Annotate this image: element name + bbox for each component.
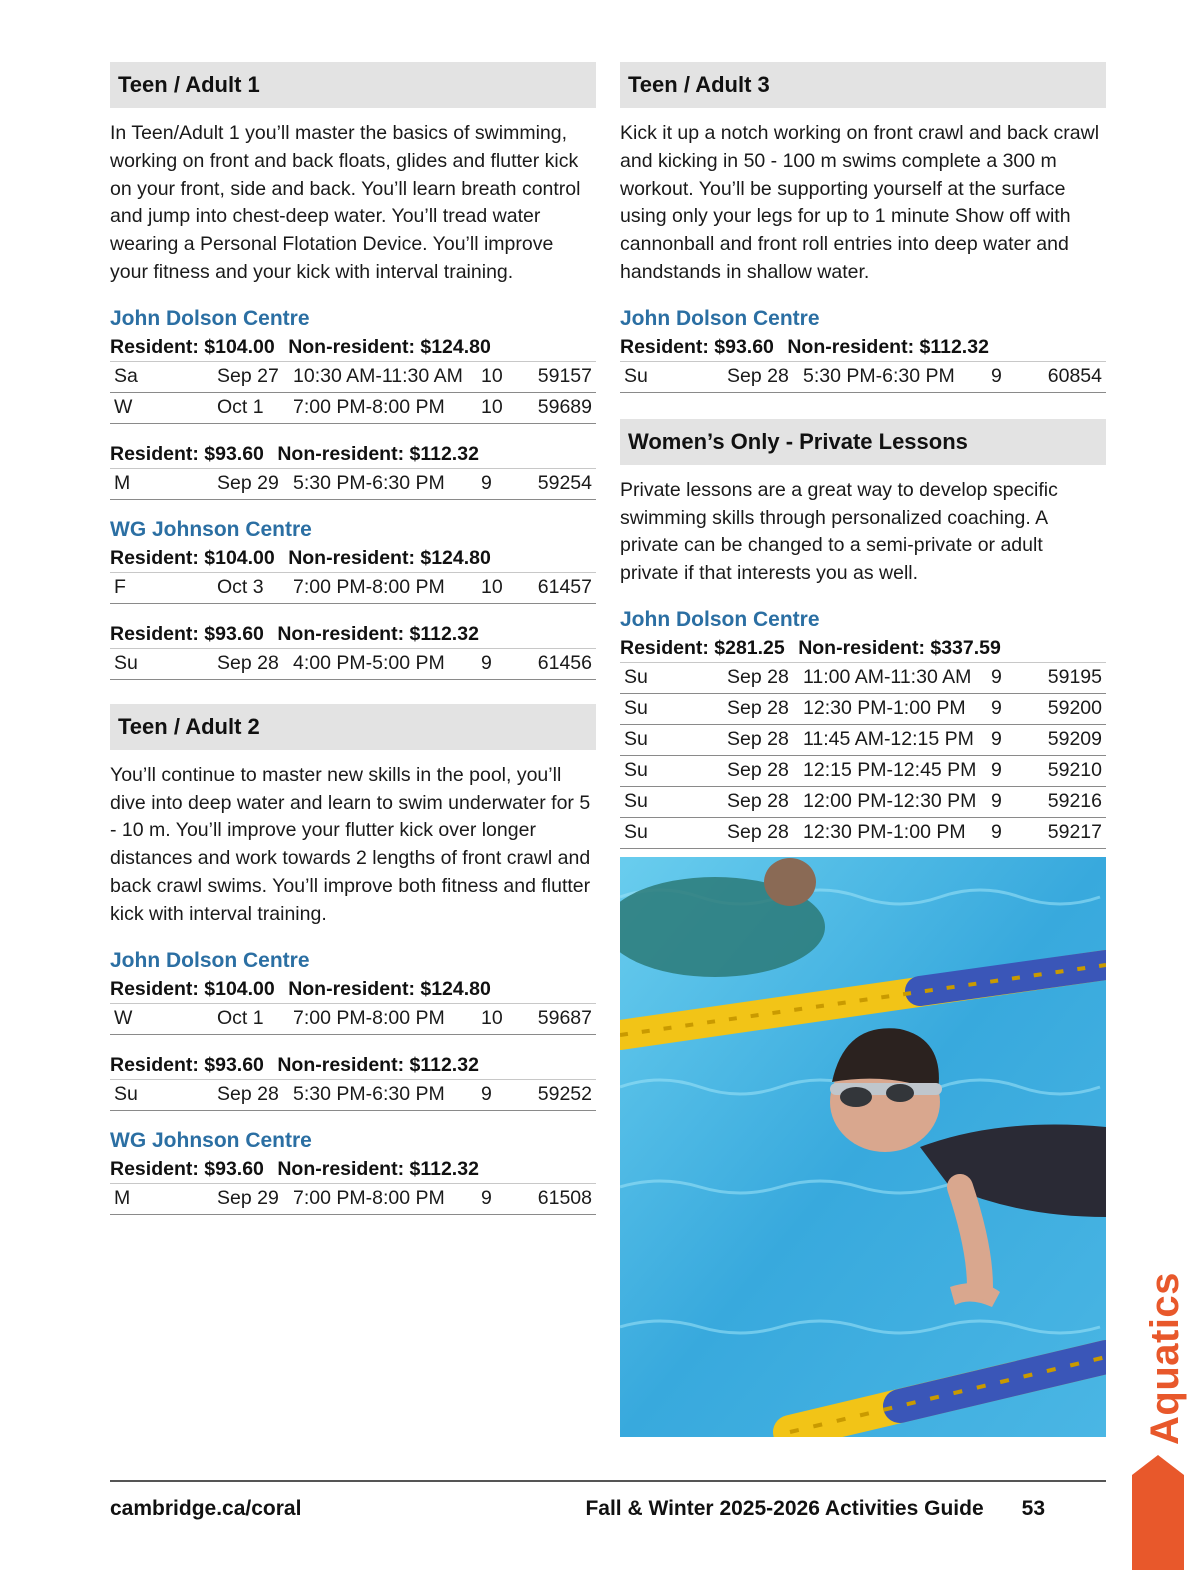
sessions-cell: 9 [477,468,525,499]
time-cell: 12:30 PM-1:00 PM [799,693,987,724]
day-cell: Su [110,1079,213,1110]
non-resident-price: Non-resident: $112.32 [277,622,479,645]
venue-name: John Dolson Centre [110,306,310,330]
schedule-table [110,468,596,500]
time-cell: 4:00 PM-5:00 PM [289,648,477,679]
sessions-cell: 9 [987,361,1035,392]
section-description: Private lessons are a great way to develop specific swimming skills through personalized coaching. A private can be changed to a semi-private or adult private if that interests you as well. [620,478,1058,585]
table-row[interactable] [620,724,1106,755]
schedule-table [110,1079,596,1111]
section-heading: Teen / Adult 1 [110,62,596,108]
date-cell: Sep 28 [723,755,799,786]
price-line [110,620,596,648]
time-cell: 5:30 PM-6:30 PM [289,468,477,499]
sessions-cell: 10 [477,361,525,392]
section-heading: Women’s Only - Private Lessons [620,419,1106,465]
time-cell: 7:00 PM-8:00 PM [289,572,477,603]
time-cell: 12:15 PM-12:45 PM [799,755,987,786]
venue-name: John Dolson Centre [110,948,310,972]
venue-name: John Dolson Centre [620,306,820,330]
time-cell: 5:30 PM-6:30 PM [799,361,987,392]
venue-name: WG Johnson Centre [110,1128,312,1152]
date-cell: Oct 1 [213,1003,289,1034]
date-cell: Sep 28 [723,786,799,817]
day-cell: Su [110,648,213,679]
page-number: 53 [1021,1497,1045,1520]
date-cell: Sep 29 [213,1183,289,1214]
table-row[interactable] [620,662,1106,693]
price-line [110,440,596,468]
table-row[interactable] [110,392,596,423]
section-description: In Teen/Adult 1 you’ll master the basics of swimming, working on front and back floats, glides and flutter kick on your front, side and back. You’ll learn breath control and jump into chest-deep water. You’ll tread water wearing a Personal Flotation Device. You’ll improve your fitness and your kick with interval training. [110,122,581,283]
day-cell: Sa [110,361,213,392]
course-code-cell: 61457 [525,572,596,603]
section-description: Kick it up a notch working on front crawl and back crawl and kicking in 50 - 100 m swims complete a 300 m workout. You’ll be supporting yourself at the surface using only your legs for up to 1 minute Show off with cannonball and front roll entries into deep water and handstands in shallow water. [620,122,1100,283]
date-cell: Sep 28 [213,648,289,679]
swimmer-photo [620,857,1106,1437]
teen-adult-1-section [110,62,596,680]
sessions-cell: 9 [987,755,1035,786]
non-resident-price: Non-resident: $112.32 [787,335,989,358]
table-row[interactable] [110,361,596,392]
course-code-cell: 59252 [525,1079,596,1110]
sessions-cell: 9 [987,693,1035,724]
non-resident-price: Non-resident: $112.32 [277,1053,479,1076]
non-resident-price: Non-resident: $124.80 [288,546,491,569]
date-cell: Sep 29 [213,468,289,499]
resident-price: Resident: $93.60 [110,442,264,465]
resident-price: Resident: $93.60 [110,1157,264,1180]
price-line [620,333,1106,361]
resident-price: Resident: $104.00 [110,335,275,358]
table-row[interactable] [620,817,1106,848]
day-cell: W [110,1003,213,1034]
sessions-cell: 9 [477,1183,525,1214]
day-cell: M [110,468,213,499]
date-cell: Sep 28 [723,662,799,693]
venue-name: John Dolson Centre [620,607,820,631]
resident-price: Resident: $93.60 [110,622,264,645]
course-code-cell: 59209 [1035,724,1106,755]
section-heading: Teen / Adult 2 [110,704,596,750]
footer-guide [585,1497,1045,1521]
section-heading: Teen / Adult 3 [620,62,1106,108]
section-tab-label: Aquatics [1143,1272,1187,1445]
sessions-cell: 10 [477,392,525,423]
aquatics-tab-arrow-icon [1132,1455,1184,1570]
day-cell: Su [620,724,723,755]
date-cell: Oct 3 [213,572,289,603]
day-cell: Su [620,755,723,786]
teen-adult-2-section [110,704,596,1215]
non-resident-price: Non-resident: $337.59 [798,636,1001,659]
schedule-table [110,361,596,424]
table-row[interactable] [110,1183,596,1214]
date-cell: Sep 28 [723,361,799,392]
footer-divider [110,1480,1106,1482]
course-code-cell: 59216 [1035,786,1106,817]
course-code-cell: 59157 [525,361,596,392]
course-code-cell: 59254 [525,468,596,499]
table-row[interactable] [110,1079,596,1110]
right-column [620,62,1106,1437]
time-cell: 11:45 AM-12:15 PM [799,724,987,755]
time-cell: 11:00 AM-11:30 AM [799,662,987,693]
table-row[interactable] [110,648,596,679]
day-cell: W [110,392,213,423]
price-line [110,1155,596,1183]
date-cell: Sep 28 [723,724,799,755]
price-line [620,634,1106,662]
price-line [110,1051,596,1079]
course-code-cell: 59689 [525,392,596,423]
day-cell: Su [620,693,723,724]
day-cell: Su [620,662,723,693]
schedule-table [110,1003,596,1035]
sessions-cell: 9 [987,817,1035,848]
table-row[interactable] [620,693,1106,724]
resident-price: Resident: $93.60 [620,335,774,358]
footer-guide-title: Fall & Winter 2025-2026 Activities Guide [585,1497,984,1520]
swimmer-illustration [620,857,1106,1437]
schedule-table [110,572,596,604]
sessions-cell: 9 [987,724,1035,755]
schedule-table [110,1183,596,1215]
schedule-table [620,361,1106,393]
day-cell: Su [620,817,723,848]
sessions-cell: 10 [477,1003,525,1034]
course-code-cell: 59210 [1035,755,1106,786]
resident-price: Resident: $104.00 [110,546,275,569]
day-cell: Su [620,361,723,392]
time-cell: 10:30 AM-11:30 AM [289,361,477,392]
sessions-cell: 9 [987,786,1035,817]
resident-price: Resident: $104.00 [110,977,275,1000]
course-code-cell: 60854 [1035,361,1106,392]
date-cell: Sep 28 [723,817,799,848]
sessions-cell: 9 [477,1079,525,1110]
course-code-cell: 59217 [1035,817,1106,848]
sessions-cell: 9 [987,662,1035,693]
venue-name: WG Johnson Centre [110,517,312,541]
day-cell: F [110,572,213,603]
resident-price: Resident: $281.25 [620,636,785,659]
table-row[interactable] [620,786,1106,817]
time-cell: 12:30 PM-1:00 PM [799,817,987,848]
left-column [110,62,596,1231]
price-line [110,975,596,1003]
date-cell: Oct 1 [213,392,289,423]
price-line [110,544,596,572]
resident-price: Resident: $93.60 [110,1053,264,1076]
price-line [110,333,596,361]
sessions-cell: 10 [477,572,525,603]
time-cell: 7:00 PM-8:00 PM [289,1183,477,1214]
time-cell: 7:00 PM-8:00 PM [289,1003,477,1034]
day-cell: Su [620,786,723,817]
course-code-cell: 61508 [525,1183,596,1214]
course-code-cell: 61456 [525,648,596,679]
section-description: You’ll continue to master new skills in the pool, you’ll dive into deep water and learn to swim underwater for 5 - 10 m. You’ll improve your flutter kick over longer distances and work towards 2 lengths of front crawl and back crawl swims. You’ll improve both fitness and flutter kick with interval training. [110,763,591,925]
footer-website: cambridge.ca/coral [110,1497,302,1520]
table-row[interactable] [110,1003,596,1034]
time-cell: 7:00 PM-8:00 PM [289,392,477,423]
table-row[interactable] [620,361,1106,392]
non-resident-price: Non-resident: $112.32 [277,1157,479,1180]
sessions-cell: 9 [477,648,525,679]
non-resident-price: Non-resident: $124.80 [288,977,491,1000]
date-cell: Sep 28 [213,1079,289,1110]
non-resident-price: Non-resident: $124.80 [288,335,491,358]
time-cell: 5:30 PM-6:30 PM [289,1079,477,1110]
table-row[interactable] [110,572,596,603]
date-cell: Sep 27 [213,361,289,392]
course-code-cell: 59200 [1035,693,1106,724]
course-code-cell: 59195 [1035,662,1106,693]
womens-private-lessons-section [620,419,1106,849]
non-resident-price: Non-resident: $112.32 [277,442,479,465]
teen-adult-3-section [620,62,1106,393]
day-cell: M [110,1183,213,1214]
course-code-cell: 59687 [525,1003,596,1034]
time-cell: 12:00 PM-12:30 PM [799,786,987,817]
table-row[interactable] [620,755,1106,786]
schedule-table [110,648,596,680]
table-row[interactable] [110,468,596,499]
schedule-table [620,662,1106,849]
date-cell: Sep 28 [723,693,799,724]
